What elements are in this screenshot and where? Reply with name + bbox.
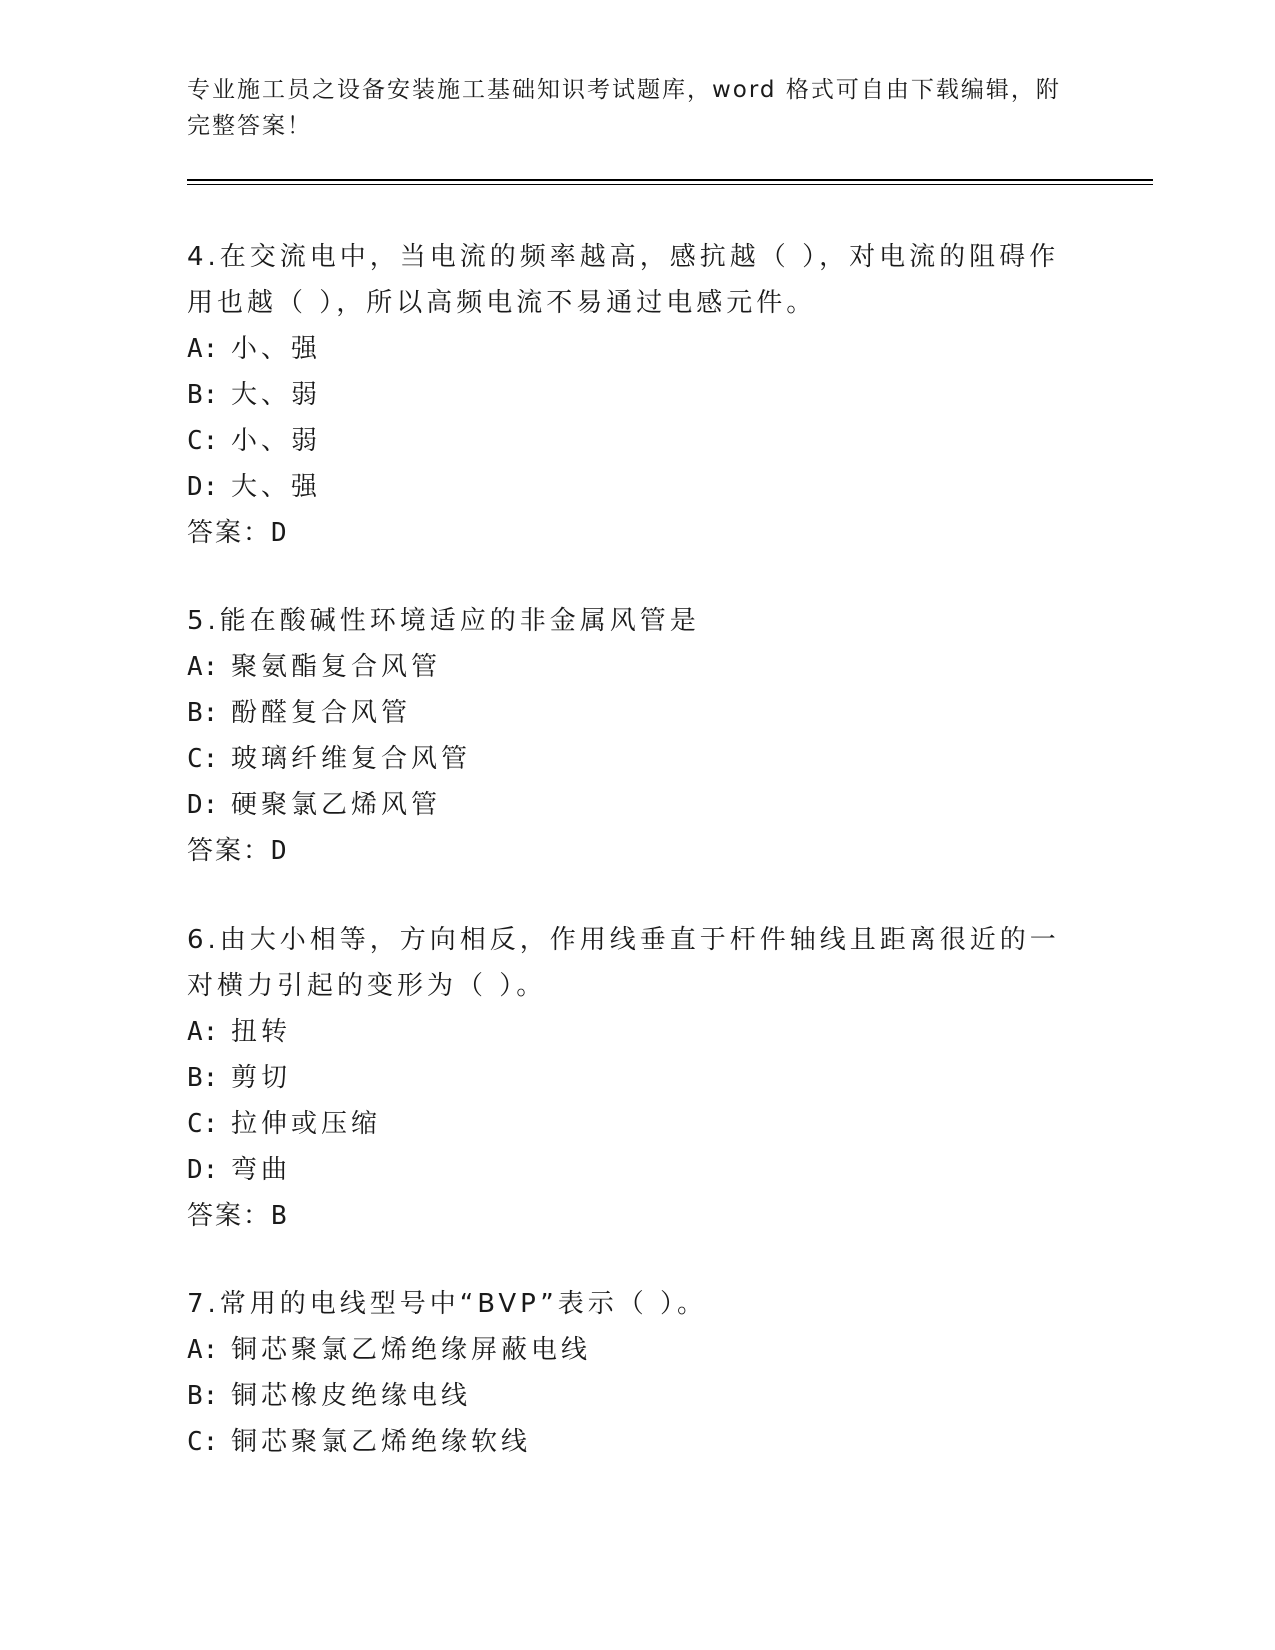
- answer-label: 答案：: [187, 1201, 272, 1231]
- option-letter: A:: [187, 1017, 219, 1047]
- option-letter: A:: [187, 334, 219, 364]
- option-letter: A:: [187, 652, 219, 682]
- option-text: 拉伸或压缩: [231, 1109, 382, 1139]
- option-letter: B:: [187, 1063, 219, 1093]
- option-b: [187, 1373, 1087, 1419]
- answer-label: 答案：: [187, 518, 272, 548]
- answer-label: 答案：: [187, 836, 272, 866]
- option-text: 扭转: [231, 1017, 292, 1047]
- option-text: 硬聚氯乙烯风管: [231, 790, 442, 820]
- option-text: 铜芯聚氯乙烯绝缘屏蔽电线: [231, 1335, 592, 1365]
- answer-line: [187, 510, 1087, 556]
- answer-line: [187, 828, 1087, 874]
- option-d: [187, 1147, 1087, 1193]
- option-d: [187, 782, 1087, 828]
- option-text: 大、强: [231, 472, 322, 502]
- question-5: [187, 598, 1087, 874]
- answer-line: [187, 1193, 1087, 1239]
- option-a: [187, 1009, 1087, 1055]
- option-letter: B:: [187, 1381, 219, 1411]
- question-stem: 5.能在酸碱性环境适应的非金属风管是: [187, 606, 700, 636]
- answer-value: D: [271, 836, 289, 866]
- option-a: [187, 644, 1087, 690]
- option-a: [187, 1327, 1087, 1373]
- answer-value: B: [271, 1201, 289, 1231]
- option-c: [187, 736, 1087, 782]
- option-d: [187, 464, 1087, 510]
- question-stem: 7.常用的电线型号中“BVP”表示（ ）。: [187, 1289, 707, 1319]
- option-c: [187, 1101, 1087, 1147]
- option-text: 铜芯聚氯乙烯绝缘软线: [231, 1427, 532, 1457]
- option-text: 小、强: [231, 334, 322, 364]
- option-text: 铜芯橡皮绝缘电线: [231, 1381, 472, 1411]
- option-letter: C:: [187, 426, 219, 456]
- answer-value: D: [271, 518, 289, 548]
- option-letter: B:: [187, 380, 219, 410]
- question-stem: 6.由大小相等，方向相反，作用线垂直于杆件轴线且距离很近的一对横力引起的变形为（ ）。: [187, 925, 1060, 1001]
- option-text: 弯曲: [231, 1155, 292, 1185]
- option-letter: C:: [187, 744, 219, 774]
- question-stem: 4.在交流电中，当电流的频率越高，感抗越（ ），对电流的阻碍作用也越（ ），所以高频电流不易通过电感元件。: [187, 242, 1060, 318]
- option-b: [187, 690, 1087, 736]
- option-letter: D:: [187, 790, 219, 820]
- option-c: [187, 418, 1087, 464]
- option-b: [187, 1055, 1087, 1101]
- question-6: [187, 917, 1087, 1239]
- question-4: [187, 234, 1087, 556]
- option-letter: D:: [187, 1155, 219, 1185]
- header-divider-thick: [187, 179, 1153, 181]
- option-letter: B:: [187, 698, 219, 728]
- option-text: 玻璃纤维复合风管: [231, 744, 472, 774]
- header-divider-thin: [187, 184, 1153, 185]
- option-c: [187, 1419, 1087, 1465]
- option-text: 酚醛复合风管: [231, 698, 412, 728]
- option-text: 聚氨酯复合风管: [231, 652, 442, 682]
- option-text: 小、弱: [231, 426, 322, 456]
- option-letter: A:: [187, 1335, 219, 1365]
- option-text: 剪切: [231, 1063, 292, 1093]
- option-letter: D:: [187, 472, 219, 502]
- option-letter: C:: [187, 1427, 219, 1457]
- option-b: [187, 372, 1087, 418]
- question-7: [187, 1281, 1087, 1465]
- option-a: [187, 326, 1087, 372]
- option-text: 大、弱: [231, 380, 322, 410]
- document-header: 专业施工员之设备安装施工基础知识考试题库，word 格式可自由下载编辑，附完整答案！: [187, 77, 1061, 139]
- option-letter: C:: [187, 1109, 219, 1139]
